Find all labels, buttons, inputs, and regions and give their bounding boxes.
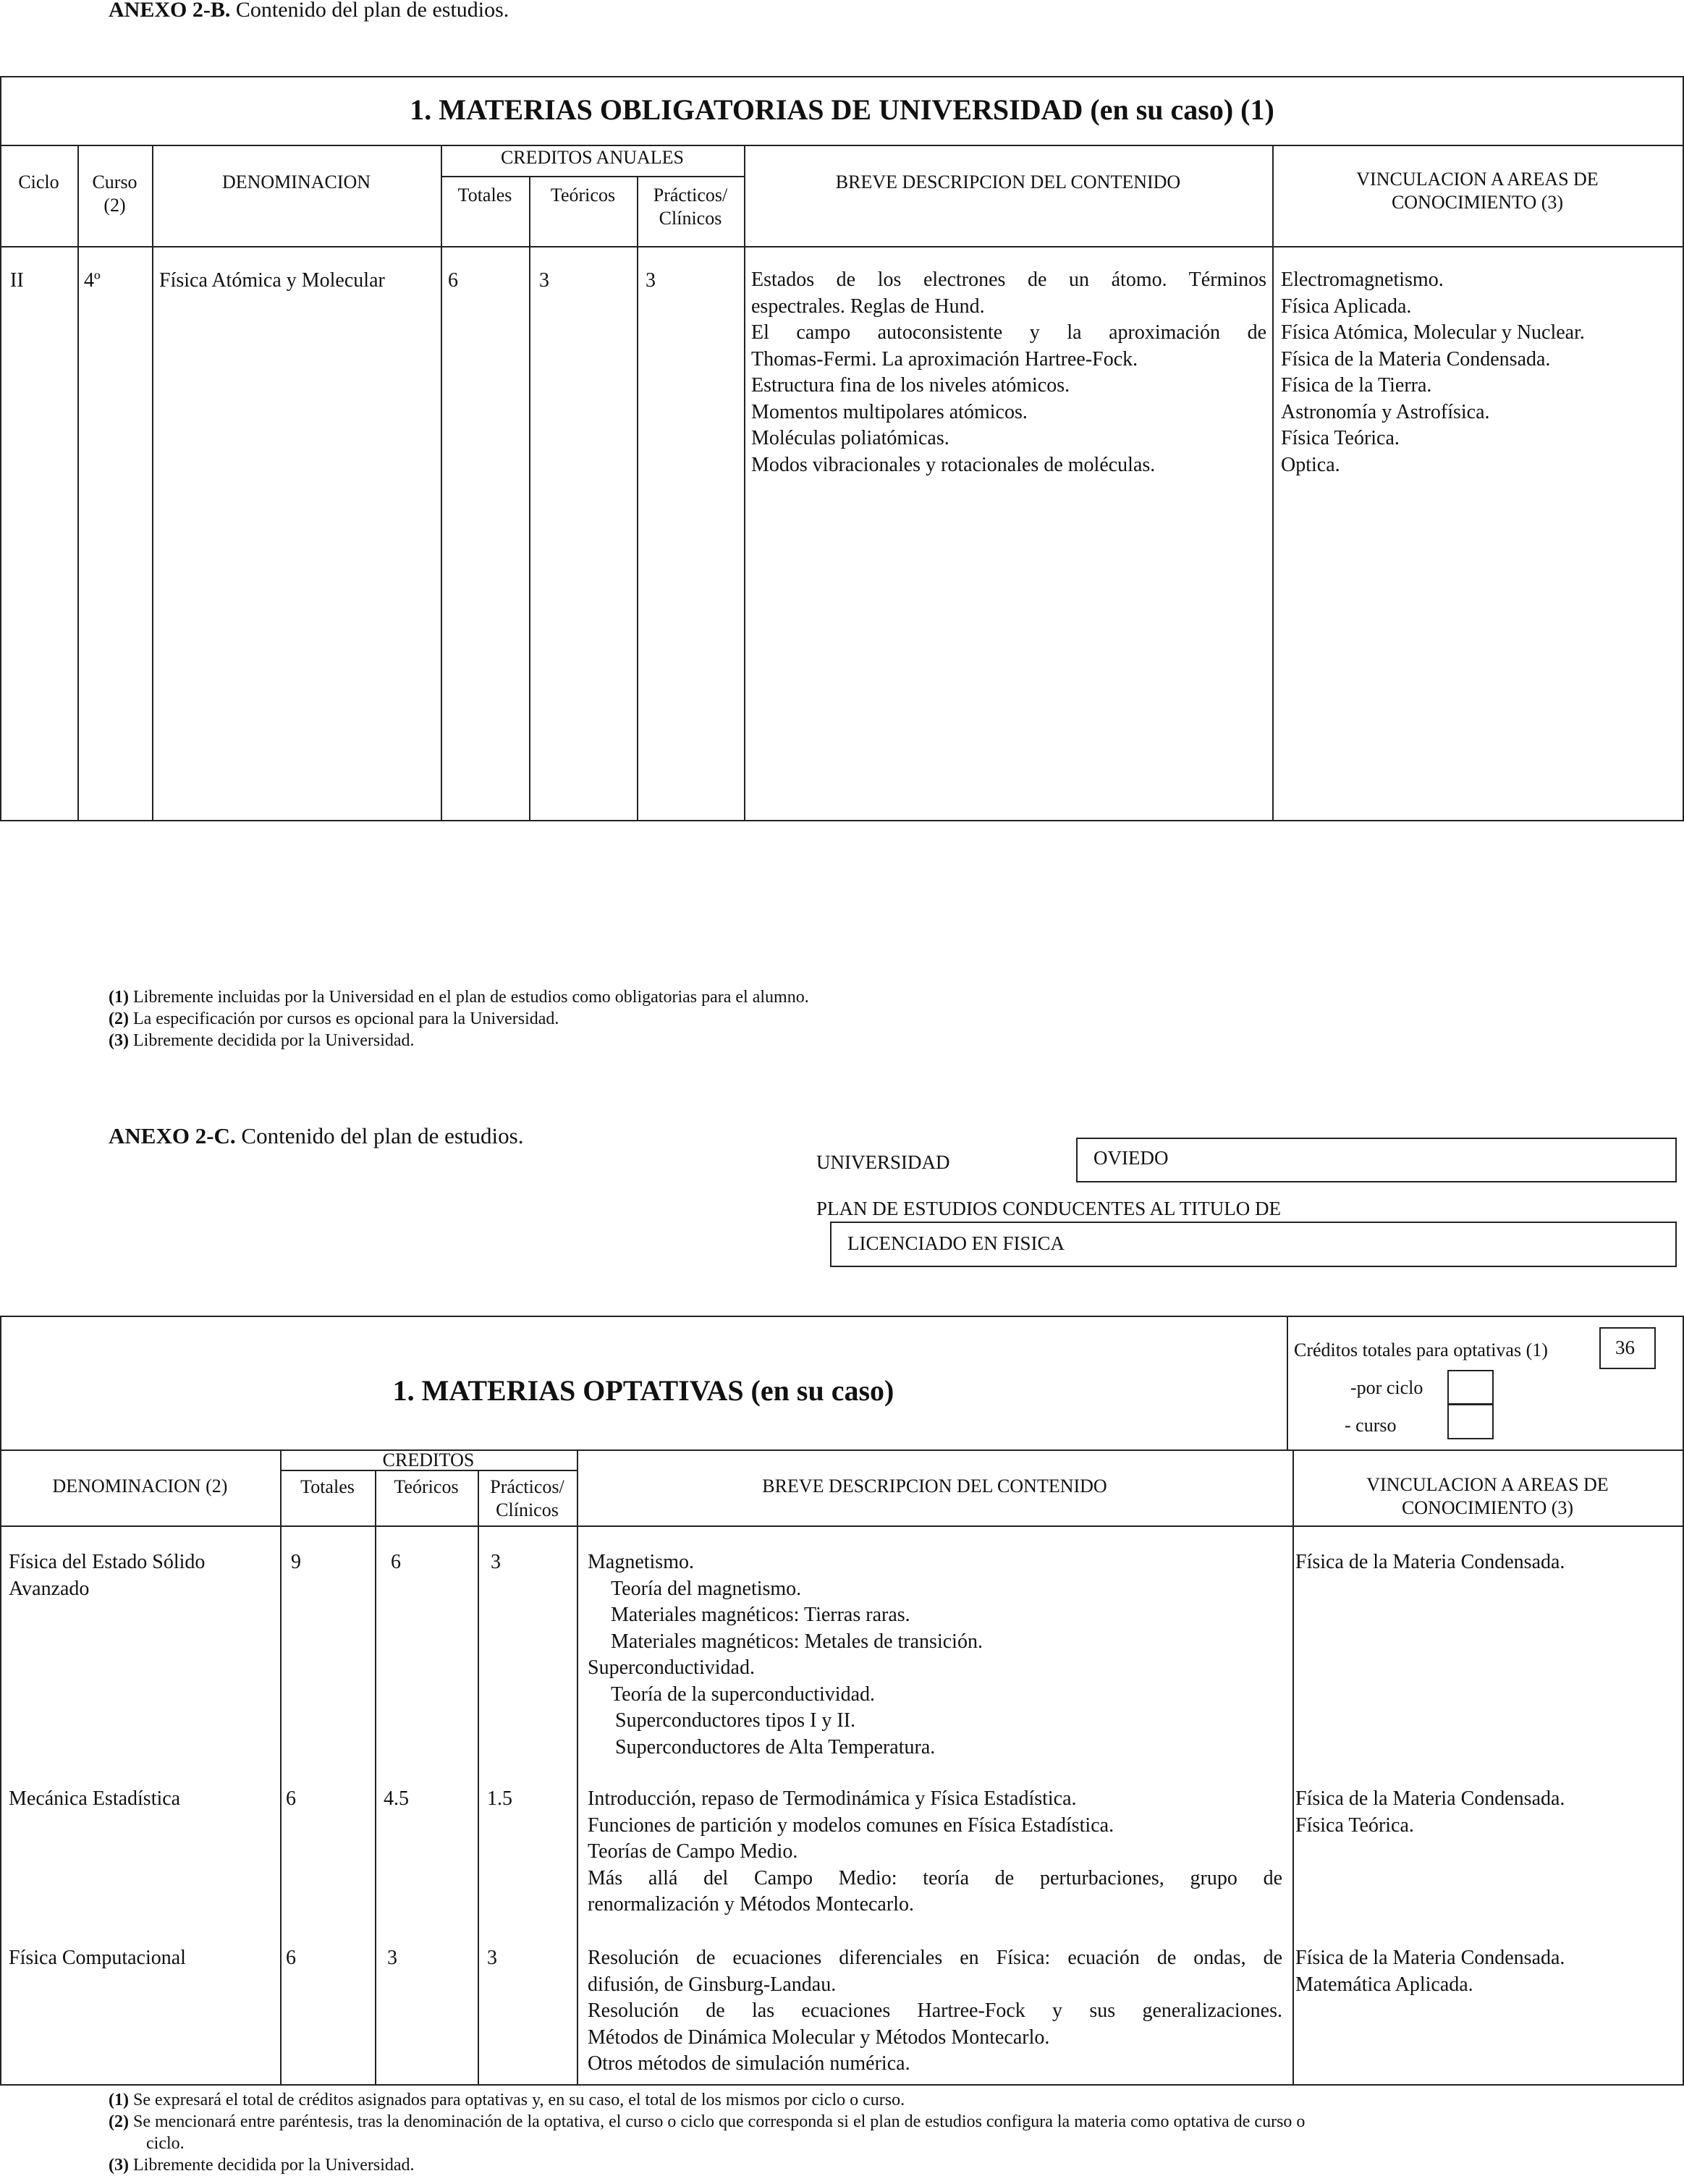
header-ciclo: Ciclo [18, 172, 59, 192]
opt-header-practicos: Prácticos/ Clínicos [490, 1476, 564, 1520]
table-row: Física del Estado Sólido Avanzado [9, 1551, 206, 1600]
row-areas: Física de la Materia Condensada. Matemática Aplicada. [1295, 1947, 1565, 1996]
notes-anexo-b: (1) Libremente incluidas por la Universidad en el plan de estudios como obligatorias para el alumno. (2) La especificación por cursos es opcional para la Universidad. (3) Libremente decidida por la Universidad. [109, 988, 809, 1050]
row-areas: Física de la Materia Condensada. [1295, 1551, 1565, 1573]
opt-header-denominacion: DENOMINACION (2) [52, 1476, 228, 1497]
row-totales: 6 [286, 1947, 296, 1969]
opt-header-teoricos: Teóricos [394, 1476, 459, 1497]
por-ciclo-label: -por ciclo [1350, 1377, 1423, 1398]
plan-label: PLAN DE ESTUDIOS CONDUCENTES AL TITULO DE [816, 1198, 1281, 1219]
table-row: Mecánica Estadística [9, 1787, 181, 1810]
header-denominacion: DENOMINACION [221, 172, 371, 192]
cell-totales: 6 [448, 269, 458, 292]
row-descripcion: Resolución de ecuaciones diferenciales en Física: ecuación de ondas, de difusión, de Ginsburg-Landau. Resolución de las ecuaciones Hartree-Fock y sus generalizaciones. Métodos de Dinámica Molecular y Métodos Montecarlo. Otros métodos de simulación numérica. [588, 1947, 1282, 2075]
row-teoricos: 4.5 [384, 1787, 409, 1810]
cell-areas: Electromagnetismo. Física Aplicada. Física Atómica, Molecular y Nuclear. Física de la Materia Condensada. Física de la Tierra. Astronomía y Astrofísica. Física Teórica. Optica. [1281, 268, 1585, 476]
universidad-label: UNIVERSIDAD [816, 1151, 950, 1173]
plan-field: LICENCIADO EN FISICA [830, 1222, 1677, 1267]
header-practicos: Prácticos/ Clínicos [653, 185, 728, 229]
row-totales: 6 [286, 1787, 296, 1810]
curso-label: - curso [1345, 1415, 1397, 1436]
row-descripcion: Magnetismo. Teoría del magnetismo. Materiales magnéticos: Tierras raras. Materiales magnéticos: Metales de transición. Superconductividad. Teoría de la superconductividad. Superconductores tipos I y II. Superconductores de Alta Temperatura. [588, 1551, 983, 1758]
header-creditos-anuales: CREDITOS ANUALES [500, 147, 685, 168]
opt-header-vinculacion: VINCULACION A AREAS DE CONOCIMIENTO (3) [1366, 1474, 1609, 1518]
anexo-b-heading: ANEXO 2-B. Contenido del plan de estudios. [109, 0, 509, 22]
row-teoricos: 6 [391, 1551, 401, 1573]
row-practicos: 1.5 [487, 1787, 512, 1810]
opt-header-totales: Totales [300, 1476, 355, 1497]
universidad-field: OVIEDO [1076, 1138, 1677, 1182]
creditos-totales-label: Créditos totales para optativas (1) [1294, 1339, 1548, 1360]
header-teoricos: Teóricos [550, 185, 616, 206]
opt-header-creditos: CREDITOS [382, 1449, 475, 1470]
header-vinculacion: VINCULACION A AREAS DE CONOCIMIENTO (3) [1356, 169, 1599, 213]
cell-descripcion: Estados de los electrones de un átomo. Términos espectrales. Reglas de Hund. El campo autoconsistente y la aproximación de Thomas-Fermi. La aproximación Hartree-Fock. Estructura fina de los niveles atómicos. Momentos multipolares atómicos. Moléculas poliatómicas. Modos vibracionales y rotacionales de moléculas. [751, 268, 1266, 476]
row-descripcion: Introducción, repaso de Termodinámica y Física Estadística. Funciones de partición y modelos comunes en Física Estadística. Teorías de Campo Medio. Más allá del Campo Medio: teoría de perturbaciones, grupo de renormalización y Métodos Montecarlo. [588, 1787, 1282, 1916]
row-teoricos: 3 [387, 1947, 397, 1969]
notes-anexo-c: (1) Se expresará el total de créditos asignados para optativas y, en su caso, el total de los mismos por ciclo o curso. (2) Se mencionará entre paréntesis, tras la denominación de la optativa, el curso o ciclo que corresponda si el plan de estudios configura la materia como optativa de curso o ciclo. (3) Libremente decidida por la Universidad. [109, 2091, 1306, 2175]
opt-header-descripcion: BREVE DESCRIPCION DEL CONTENIDO [762, 1476, 1107, 1497]
cell-practicos: 3 [646, 269, 656, 292]
por-ciclo-box [1447, 1370, 1494, 1405]
cell-ciclo: II [10, 269, 24, 292]
cell-curso: 4º [84, 269, 101, 292]
anexo-c-heading: ANEXO 2-C. Contenido del plan de estudios. [109, 1123, 524, 1148]
row-practicos: 3 [487, 1947, 497, 1969]
header-totales: Totales [457, 185, 512, 206]
table-optativas-title: 1. MATERIAS OPTATIVAS (en su caso) [392, 1374, 894, 1407]
cell-denominacion: Física Atómica y Molecular [159, 269, 385, 292]
row-totales: 9 [291, 1551, 301, 1573]
row-areas: Física de la Materia Condensada. Física Teórica. [1295, 1787, 1565, 1837]
row-practicos: 3 [491, 1551, 501, 1573]
table-obligatorias-title: 1. MATERIAS OBLIGATORIAS DE UNIVERSIDAD (en su caso) (1) [410, 93, 1274, 126]
cell-teoricos: 3 [539, 269, 549, 292]
header-curso: Curso (2) [92, 172, 137, 216]
curso-box [1447, 1404, 1494, 1439]
header-descripcion: BREVE DESCRIPCION DEL CONTENIDO [835, 172, 1181, 192]
creditos-totales-box: 36 [1599, 1327, 1656, 1369]
table-row: Física Computacional [9, 1947, 186, 1969]
